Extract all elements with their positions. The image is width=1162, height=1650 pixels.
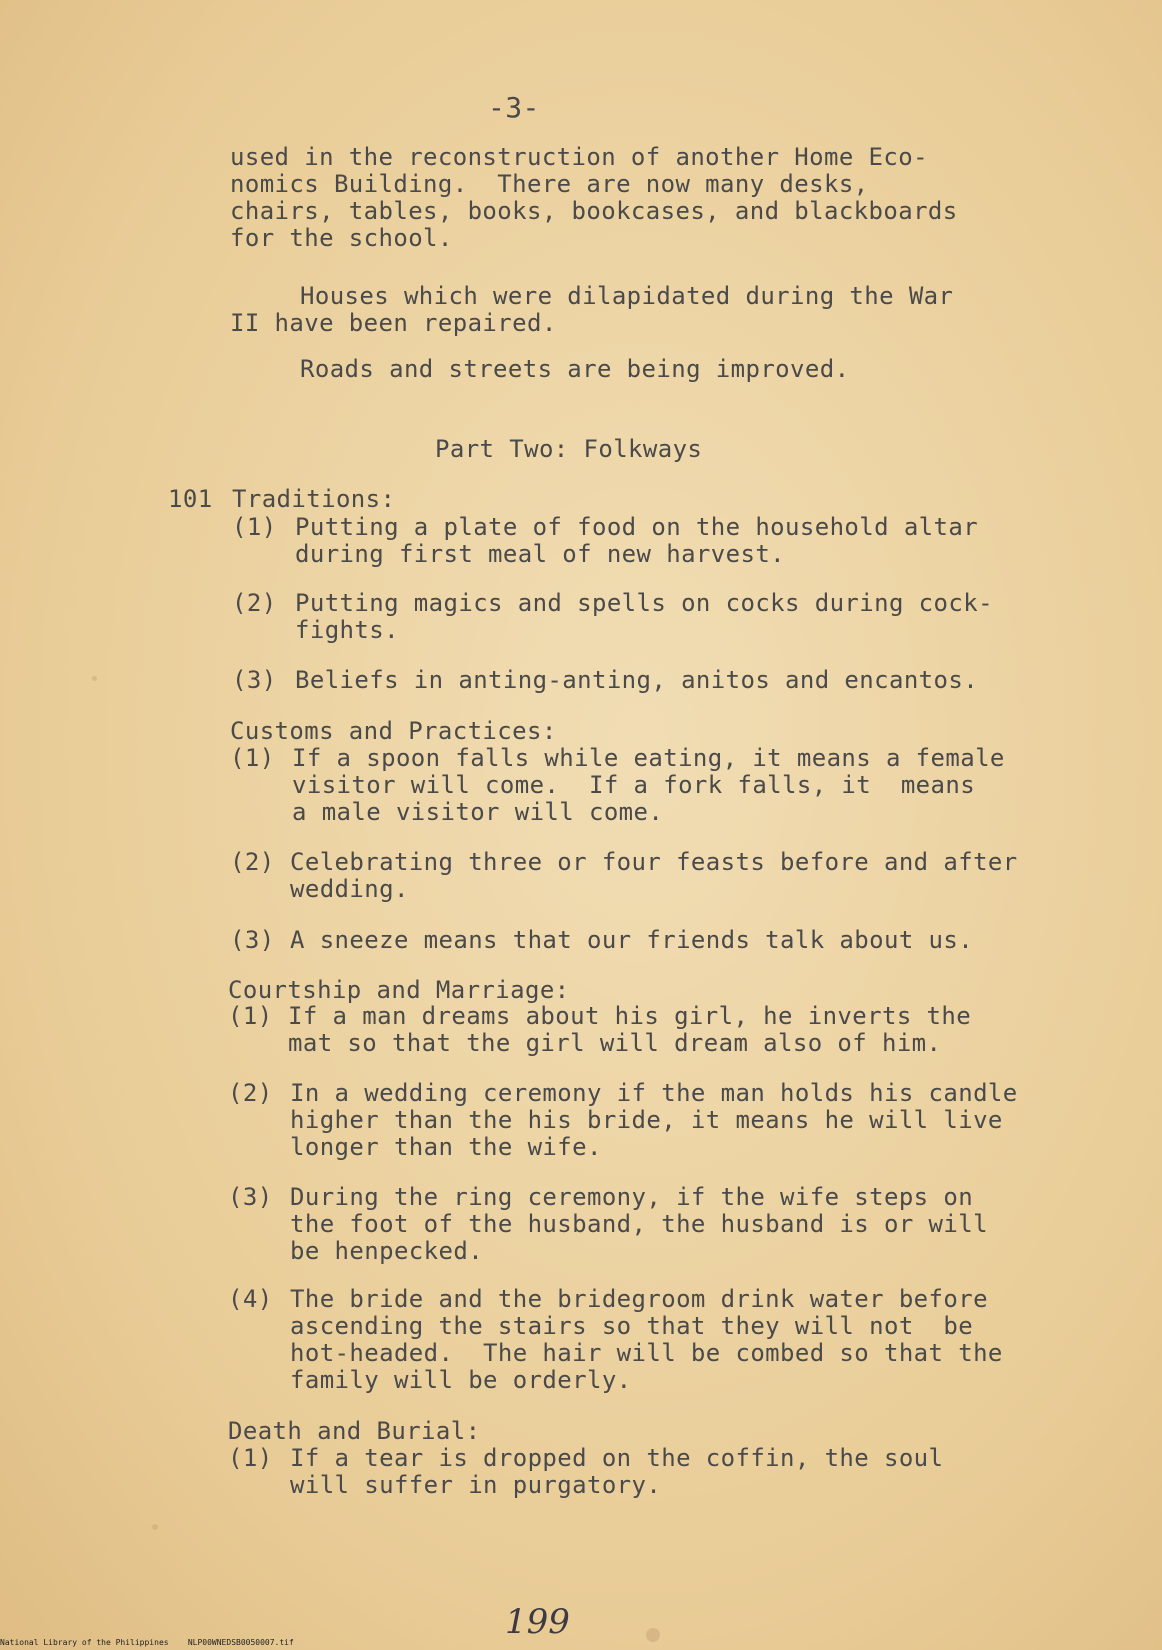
intro-line-4: for the school. (230, 224, 453, 252)
courtship-1-line-2: mat so that the girl will dream also of him. (288, 1029, 942, 1057)
courtship-4-line-2: ascending the stairs so that they will not be (290, 1312, 974, 1340)
custom-2-line-1: Celebrating three or four feasts before and after (290, 848, 1018, 876)
courtship-3-line-3: be henpecked. (290, 1237, 484, 1265)
page-number: -3- (488, 91, 540, 124)
courtship-3-line-1: During the ring ceremony, if the wife steps on (290, 1183, 974, 1211)
death-1-num: (1) (228, 1444, 273, 1472)
courtship-4-line-1: The bride and the bridegroom drink water before (290, 1285, 988, 1313)
tradition-1-line-2: during first meal of new harvest. (295, 540, 786, 568)
tradition-2-line-2: fights. (295, 616, 399, 644)
custom-1-line-3: a male visitor will come. (292, 798, 664, 826)
custom-2-line-2: wedding. (290, 875, 409, 903)
courtship-3-line-2: the foot of the husband, the husband is or will (290, 1210, 988, 1238)
courtship-4-num: (4) (228, 1285, 273, 1313)
tradition-2-line-1: Putting magics and spells on cocks during cock- (295, 589, 993, 617)
courtship-heading: Courtship and Marriage: (228, 976, 570, 1004)
courtship-2-num: (2) (228, 1079, 273, 1107)
courtship-2-line-3: longer than the wife. (290, 1133, 602, 1161)
custom-1-line-2: visitor will come. If a fork falls, it means (292, 771, 976, 799)
courtship-1-line-1: If a man dreams about his girl, he inverts the (288, 1002, 972, 1030)
custom-1-num: (1) (230, 744, 275, 772)
intro-line-2: nomics Building. There are now many desks, (230, 170, 869, 198)
custom-1-line-1: If a spoon falls while eating, it means a female (292, 744, 1005, 772)
tradition-3-line-1: Beliefs in anting-anting, anitos and encantos. (295, 666, 979, 694)
customs-heading: Customs and Practices: (230, 717, 557, 745)
courtship-2-line-2: higher than the his bride, it means he will live (290, 1106, 1003, 1134)
tradition-3-num: (3) (232, 666, 277, 694)
courtship-3-num: (3) (228, 1183, 273, 1211)
scan-footer: National Library of the Philippines NLP00WNEDSB0050007.tif (0, 1638, 294, 1647)
tradition-1-num: (1) (232, 513, 277, 541)
part-title: Part Two: Folkways (435, 435, 703, 463)
death-1-line-1: If a tear is dropped on the coffin, the soul (290, 1444, 944, 1472)
courtship-4-line-3: hot-headed. The hair will be combed so that the (290, 1339, 1003, 1367)
tradition-2-num: (2) (232, 589, 277, 617)
handwritten-page-number: 199 (505, 1602, 570, 1642)
paper-stain (152, 1524, 158, 1530)
traditions-heading: Traditions: (232, 485, 396, 513)
custom-3-line-1: A sneeze means that our friends talk about us. (290, 926, 974, 954)
courtship-4-line-4: family will be orderly. (290, 1366, 632, 1394)
death-heading: Death and Burial: (228, 1417, 481, 1445)
paper-stain (92, 676, 97, 681)
intro-line-3: chairs, tables, books, bookcases, and blackboards (230, 197, 958, 225)
section-number: 101 (168, 485, 213, 513)
houses-line-1: Houses which were dilapidated during the War (300, 282, 954, 310)
intro-line-1: used in the reconstruction of another Home Eco- (230, 143, 928, 171)
custom-3-num: (3) (230, 926, 275, 954)
courtship-1-num: (1) (228, 1002, 273, 1030)
roads-line: Roads and streets are being improved. (300, 355, 850, 383)
death-1-line-2: will suffer in purgatory. (290, 1471, 662, 1499)
tradition-1-line-1: Putting a plate of food on the household altar (295, 513, 979, 541)
courtship-2-line-1: In a wedding ceremony if the man holds his candle (290, 1079, 1018, 1107)
custom-2-num: (2) (230, 848, 275, 876)
houses-line-2: II have been repaired. (230, 309, 557, 337)
